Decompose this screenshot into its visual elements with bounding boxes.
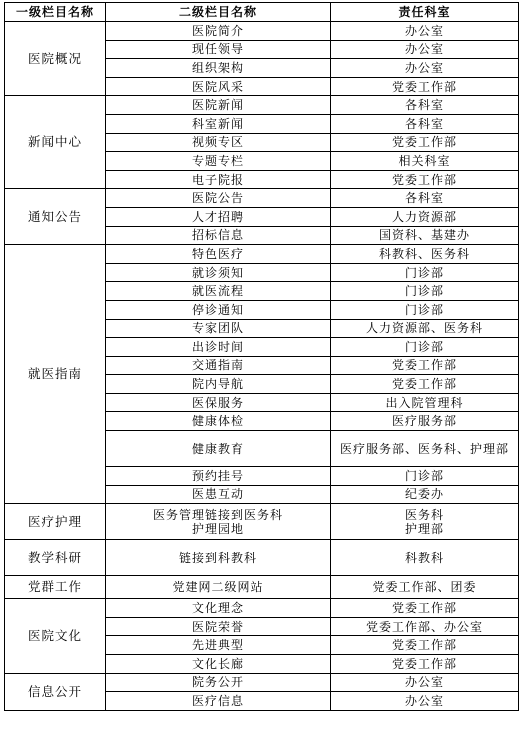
header-level2: 二级栏目名称	[106, 3, 331, 22]
level1-name: 信息公开	[5, 673, 106, 710]
responsible-dept	[331, 504, 519, 540]
responsible-dept: 门诊部	[331, 263, 519, 282]
level1-name: 教学科研	[5, 540, 106, 576]
responsible-dept: 纪委办	[331, 485, 519, 504]
table-row	[5, 189, 519, 208]
table-row	[5, 96, 519, 115]
responsible-dept: 门诊部	[331, 282, 519, 301]
responsible-dept: 党委工作部	[331, 356, 519, 375]
responsible-dept: 办公室	[331, 22, 519, 41]
header-row	[5, 3, 519, 22]
level2-name: 健康教育	[106, 431, 331, 467]
header-dept: 责任科室	[331, 3, 519, 22]
responsible-dept: 党委工作部	[331, 375, 519, 394]
responsible-dept: 办公室	[331, 692, 519, 711]
table-row	[5, 673, 519, 692]
level2-name: 链接到科教科	[106, 540, 331, 576]
responsible-dept: 党委工作部、办公室	[331, 617, 519, 636]
level1-name: 医院文化	[5, 599, 106, 673]
responsible-dept: 出入院管理科	[331, 393, 519, 412]
responsible-dept: 人力资源部	[331, 207, 519, 226]
level1-name: 党群工作	[5, 576, 106, 599]
level1-name: 医院概况	[5, 22, 106, 96]
level1-name: 通知公告	[5, 189, 106, 245]
responsible-dept: 门诊部	[331, 300, 519, 319]
responsible-dept-line: 医务科	[404, 507, 444, 522]
responsible-dept: 党委工作部	[331, 133, 519, 152]
responsible-dept: 相关科室	[331, 152, 519, 171]
table-body	[5, 22, 519, 711]
level2-name: 医保服务	[106, 393, 331, 412]
level2-name: 专家团队	[106, 319, 331, 338]
responsible-dept: 门诊部	[331, 467, 519, 486]
level2-name	[106, 504, 331, 540]
level2-name: 科室新闻	[106, 114, 331, 133]
level2-name: 医院公告	[106, 189, 331, 208]
responsible-dept: 医疗服务部	[331, 412, 519, 431]
responsible-dept: 办公室	[331, 59, 519, 78]
level2-name: 文化长廊	[106, 655, 331, 674]
level2-name-line: 护理园地	[191, 521, 244, 536]
level2-name: 出诊时间	[106, 338, 331, 357]
responsible-dept: 人力资源部、医务科	[331, 319, 519, 338]
level1-name: 就医指南	[5, 245, 106, 504]
level2-name-line: 医务管理链接到医务科	[152, 507, 283, 522]
level2-name: 人才招聘	[106, 207, 331, 226]
level2-name: 就医流程	[106, 282, 331, 301]
level2-name: 现任领导	[106, 40, 331, 59]
level2-name: 组织架构	[106, 59, 331, 78]
table-row	[5, 22, 519, 41]
table-row	[5, 245, 519, 264]
responsible-dept: 各科室	[331, 114, 519, 133]
level2-name: 健康体检	[106, 412, 331, 431]
responsible-dept-line: 护理部	[404, 521, 444, 536]
level2-name: 医疗信息	[106, 692, 331, 711]
responsible-dept: 科教科、医务科	[331, 245, 519, 264]
responsible-dept: 科教科	[331, 540, 519, 576]
level2-name: 医院荣誉	[106, 617, 331, 636]
level2-name: 视频专区	[106, 133, 331, 152]
responsible-dept: 党委工作部	[331, 636, 519, 655]
table-row	[5, 540, 519, 576]
table-row	[5, 504, 519, 540]
level2-name: 医院风采	[106, 77, 331, 96]
level2-name: 特色医疗	[106, 245, 331, 264]
level2-name: 医患互动	[106, 485, 331, 504]
level2-name: 院内导航	[106, 375, 331, 394]
level2-name: 文化理念	[106, 599, 331, 618]
responsible-dept: 各科室	[331, 96, 519, 115]
level2-name: 电子院报	[106, 170, 331, 189]
responsible-dept: 各科室	[331, 189, 519, 208]
responsible-dept: 党委工作部	[331, 170, 519, 189]
responsible-dept: 党委工作部	[331, 599, 519, 618]
responsible-dept: 党委工作部	[331, 655, 519, 674]
level2-name: 专题专栏	[106, 152, 331, 171]
responsible-dept: 办公室	[331, 40, 519, 59]
level2-name: 先进典型	[106, 636, 331, 655]
header-level1: 一级栏目名称	[5, 3, 106, 22]
level2-name: 预约挂号	[106, 467, 331, 486]
level2-name: 停诊通知	[106, 300, 331, 319]
responsible-dept: 党委工作部、团委	[331, 576, 519, 599]
column-responsibility-table	[4, 2, 519, 711]
responsible-dept: 办公室	[331, 673, 519, 692]
level2-name: 医院简介	[106, 22, 331, 41]
table-row	[5, 599, 519, 618]
responsible-dept: 党委工作部	[331, 77, 519, 96]
level2-name: 党建网二级网站	[106, 576, 331, 599]
level2-name: 交通指南	[106, 356, 331, 375]
level2-name: 院务公开	[106, 673, 331, 692]
responsible-dept: 国资科、基建办	[331, 226, 519, 245]
responsible-dept: 医疗服务部、医务科、护理部	[331, 431, 519, 467]
level1-name: 新闻中心	[5, 96, 106, 189]
table-row	[5, 576, 519, 599]
level2-name: 就诊须知	[106, 263, 331, 282]
level2-name: 医院新闻	[106, 96, 331, 115]
responsible-dept: 门诊部	[331, 338, 519, 357]
level2-name: 招标信息	[106, 226, 331, 245]
level1-name: 医疗护理	[5, 504, 106, 540]
